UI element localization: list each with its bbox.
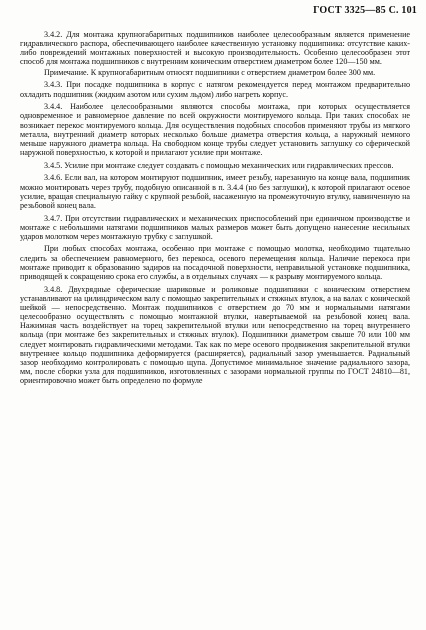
paragraph-any-methods: При любых способах монтажа, особенно при монтаже с помощью молотка, необходимо тщательно следить за обеспечением равномерного, без перекоса, осевого перемещения кольца. Наличие перекоса при монтаже приводит к образованию задиров на посадочной поверхности, неправильной установке подшипника, приводящей к сокращению срока его службы, а в отдельных случаях — к разрыву монтируемого кольца. (20, 244, 410, 281)
paragraph-3-4-2: 3.4.2. Для монтажа крупногабаритных подшипников наиболее целесообразным является применение гидравлического распора, обеспечивающего наиболее качественную установку подшипника: отсутствие каких-либо повреждений монтажных поверхностей и высокую производительность. Особенно целесообразен этот способ для монтажа подшипников с внутренним коническим отверстием диаметром более 120—150 мм. (20, 30, 410, 67)
paragraph-3-4-7: 3.4.7. При отсутствии гидравлических и механических приспособлений при единичном производстве и монтаже с небольшими натягами подшипников малых размеров может быть допущено нанесение несильных ударов молотком через монтажную трубку с заглушкой. (20, 213, 410, 241)
paragraph-3-4-8: 3.4.8. Двухрядные сферические шариковые и роликовые подшипники с коническим отверстием устанавливают на цилиндрическом валу с помощью закрепительных и стяжных втулок, а на валах с конической шейкой — непосредственно. Монтаж подшипников с отверстием до 70 мм и нормальными натягами целесообразно осуществлять с помощью монтажной втулки, навертываемой на резьбовой конец вала. Нажимная часть воздействует на торец закрепительной втулки или непосредственно на торец внутреннего кольца (при монтаже без закрепительных и стяжных втулок). Подшипники диаметром свыше 70 или 100 мм следует монтировать гидравлическими методами. Так как по мере осевого продвижения закрепительной втулки внутреннее кольцо подшипника деформируется (расширяется), радиальный зазор уменьшается. Радиальный зазор необходимо контролировать с помощью щупа. Допустимое минимальное значение радиального зазора, мм, после сборки узла для подшипников, изготовленных с зазорами нормальной группы по ГОСТ 24810—81, ориентировочно может быть определено по формуле (20, 284, 410, 386)
paragraph-3-4-4: 3.4.4. Наиболее целесообразными являются способы монтажа, при которых осуществляется одновременное и равномерное давление по всей окружности монтируемого кольца. При таких способах не возникает перекос монтируемого кольца. Для осуществления подобных способов применяют трубы из мягкого металла, внутренний диаметр которых несколько больше диаметра отверстия кольца, а наружный немного меньше наружного диаметра кольца. На свободном конце трубы следует установить заглушку со сферической наружной поверхностью, к которой и прилагают усилие при монтаже. (20, 102, 410, 158)
page-header: ГОСТ 3325—85 С. 101 (313, 5, 417, 16)
paragraph-3-4-5: 3.4.5. Усилие при монтаже следует создавать с помощью механических или гидравлических прессов. (44, 160, 394, 170)
paragraph-3-4-6: 3.4.6. Если вал, на котором монтируют подшипник, имеет резьбу, нарезанную на конце вала, подшипник можно монтировать через трубу, подобную описанной в п. 3.4.4 (но без заглушки), к которой прилагают осевое усилие, вращая специальную гайку с крупной резьбой, насаженную на промежуточную втулку, навинченную на резьбовой конец вала. (20, 173, 410, 210)
document-body (20, 30, 410, 387)
note-paragraph: Примечание. К крупногабаритным относят подшипники с отверстием диаметром более 300 мм. (44, 67, 376, 77)
paragraph-3-4-3: 3.4.3. При посадке подшипника в корпус с натягом рекомендуется перед монтажом предварительно охладить подшипник (жидким азотом или сухим льдом) либо нагреть корпус. (20, 80, 410, 99)
